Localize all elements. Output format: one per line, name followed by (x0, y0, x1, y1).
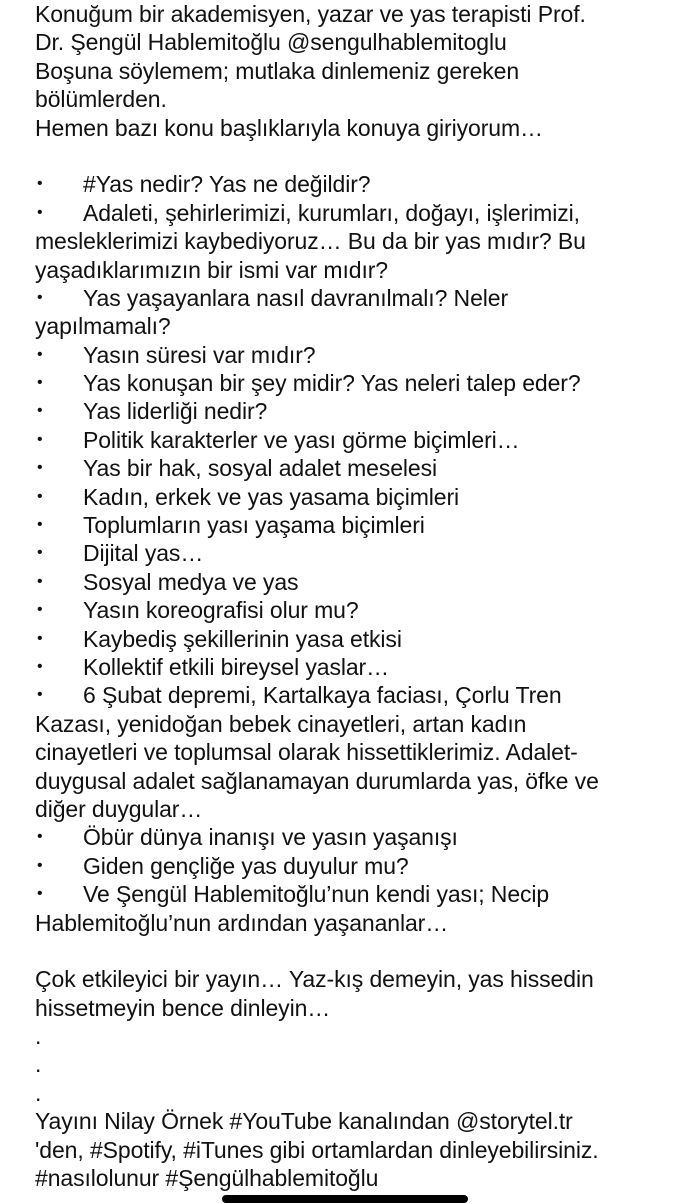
bullet-item (35, 397, 685, 425)
line-text: . (35, 1023, 42, 1050)
bullet-item (35, 426, 685, 454)
line-text: Politik karakterler ve yası görme biçimleri… (83, 426, 520, 453)
bullet-icon: • (37, 657, 43, 675)
bullet-item (35, 511, 685, 539)
bullet-icon: • (37, 345, 43, 363)
line-text: 'den, #Spotify, #iTunes gibi ortamlardan dinleyebilirsiniz. (35, 1136, 599, 1163)
line-text: Hablemitoğlu’nun ardından yaşananlar… (35, 909, 449, 936)
bullet-icon: • (37, 686, 43, 704)
line-text: Kazası, yenidoğan bebek cinayetleri, artan kadın (35, 710, 527, 737)
bullet-item (35, 454, 685, 482)
line-text: Öbür dünya inanışı ve yasın yaşanışı (83, 824, 458, 851)
text-line (35, 0, 685, 28)
text-line (35, 114, 685, 142)
bullet-icon: • (37, 629, 43, 647)
line-text: Yas konuşan bir şey midir? Yas neleri talep eder? (83, 370, 581, 397)
line-text: Yasın koreografisi olur mu? (83, 597, 359, 624)
home-indicator[interactable] (222, 1195, 468, 1203)
line-text: Kaybediş şekillerinin yasa etkisi (83, 625, 402, 652)
bullet-item (35, 625, 685, 653)
text-line (35, 767, 685, 795)
line-text: yapılmamalı? (35, 313, 171, 340)
blank-line (35, 937, 685, 965)
line-text: Yas liderliği nedir? (83, 398, 268, 425)
text-line (35, 1079, 685, 1107)
line-text: . (35, 1079, 42, 1106)
line-text: cinayetleri ve toplumsal olarak hissettiklerimiz. Adalet- (35, 739, 578, 766)
bullet-icon: • (37, 430, 43, 448)
text-line (35, 965, 685, 993)
line-text: 6 Şubat depremi, Kartalkaya faciası, Çorlu Tren (83, 682, 562, 709)
line-text: Kollektif etkili bireysel yaslar… (83, 653, 390, 680)
line-text: Adaleti, şehirlerimizi, kurumları, doğayı, işlerimizi, (83, 199, 580, 226)
text-line (35, 57, 685, 85)
line-text: hissetmeyin bence dinleyin… (35, 994, 331, 1021)
line-text: yaşadıklarımızın bir ismi var mıdır? (35, 256, 388, 283)
line-text: Ve Şengül Hablemitoğlu’nun kendi yası; Necip (83, 881, 550, 908)
line-text: duygusal adalet sağlanamayan durumlarda yas, öfke ve (35, 767, 599, 794)
text-line (35, 1107, 685, 1135)
line-text: bölümlerden. (35, 86, 167, 113)
bullet-item (35, 568, 685, 596)
bullet-icon: • (37, 856, 43, 874)
line-text: Giden gençliğe yas duyulur mu? (83, 852, 409, 879)
text-line (35, 256, 685, 284)
bullet-icon: • (37, 459, 43, 477)
text-line (35, 1136, 685, 1164)
bullet-item (35, 880, 685, 908)
line-text: Yas yaşayanlara nasıl davranılmalı? Neler (83, 284, 509, 311)
text-line (35, 994, 685, 1022)
bullet-icon: • (37, 374, 43, 392)
text-line (35, 85, 685, 113)
line-text: #Yas nedir? Yas ne değildir? (83, 171, 371, 198)
bullet-icon: • (37, 487, 43, 505)
line-text: Kadın, erkek ve yas yasama biçimleri (83, 483, 460, 510)
line-text: mesleklerimizi kaybediyoruz… Bu da bir yas mıdır? Bu (35, 228, 586, 255)
text-line (35, 1050, 685, 1078)
bullet-item (35, 823, 685, 851)
text-line (35, 1022, 685, 1050)
bullet-icon: • (37, 601, 43, 619)
line-text: diğer duygular… (35, 795, 203, 822)
bullet-item (35, 539, 685, 567)
line-text: Hemen bazı konu başlıklarıyla konuya giriyorum… (35, 114, 543, 141)
line-text: Dr. Şengül Hablemitoğlu @sengulhablemitoglu (35, 29, 507, 56)
text-line (35, 227, 685, 255)
line-text: Boşuna söylemem; mutlaka dinlemeniz gereken (35, 57, 520, 84)
line-text: Sosyal medya ve yas (83, 568, 299, 595)
line-text: #nasılolunur #Şengülhablemitoğlu (35, 1165, 379, 1192)
text-line (35, 795, 685, 823)
text-line (35, 909, 685, 937)
line-text: Konuğum bir akademisyen, yazar ve yas terapisti Prof. (35, 1, 586, 27)
bullet-item (35, 681, 685, 709)
bullet-icon: • (37, 885, 43, 903)
bullet-icon: • (37, 402, 43, 420)
line-text: Toplumların yası yaşama biçimleri (83, 512, 425, 539)
post-text (35, 0, 685, 1192)
line-text: Yas bir hak, sosyal adalet meselesi (83, 455, 438, 482)
line-text: Çok etkileyici bir yayın… Yaz-kış demeyin, yas hissedin (35, 966, 594, 993)
bullet-item (35, 170, 685, 198)
bullet-icon: • (37, 828, 43, 846)
bullet-icon: • (37, 544, 43, 562)
bullet-item (35, 199, 685, 227)
text-line (35, 312, 685, 340)
text-line (35, 1164, 685, 1192)
bullet-icon: • (37, 288, 43, 306)
bullet-item (35, 596, 685, 624)
text-line (35, 710, 685, 738)
blank-line (35, 142, 685, 170)
bullet-icon: • (37, 175, 43, 193)
bullet-icon: • (37, 572, 43, 590)
bullet-item (35, 653, 685, 681)
bullet-item (35, 852, 685, 880)
bullet-item (35, 369, 685, 397)
bullet-icon: • (37, 203, 43, 221)
bullet-item (35, 483, 685, 511)
bullet-item (35, 341, 685, 369)
bullet-icon: • (37, 516, 43, 534)
line-text: . (35, 1051, 42, 1078)
bullet-item (35, 284, 685, 312)
text-line (35, 28, 685, 56)
text-line (35, 738, 685, 766)
line-text: Dijital yas… (83, 540, 204, 567)
line-text: Yayını Nilay Örnek #YouTube kanalından @storytel.tr (35, 1108, 573, 1135)
line-text: Yasın süresi var mıdır? (83, 341, 316, 368)
